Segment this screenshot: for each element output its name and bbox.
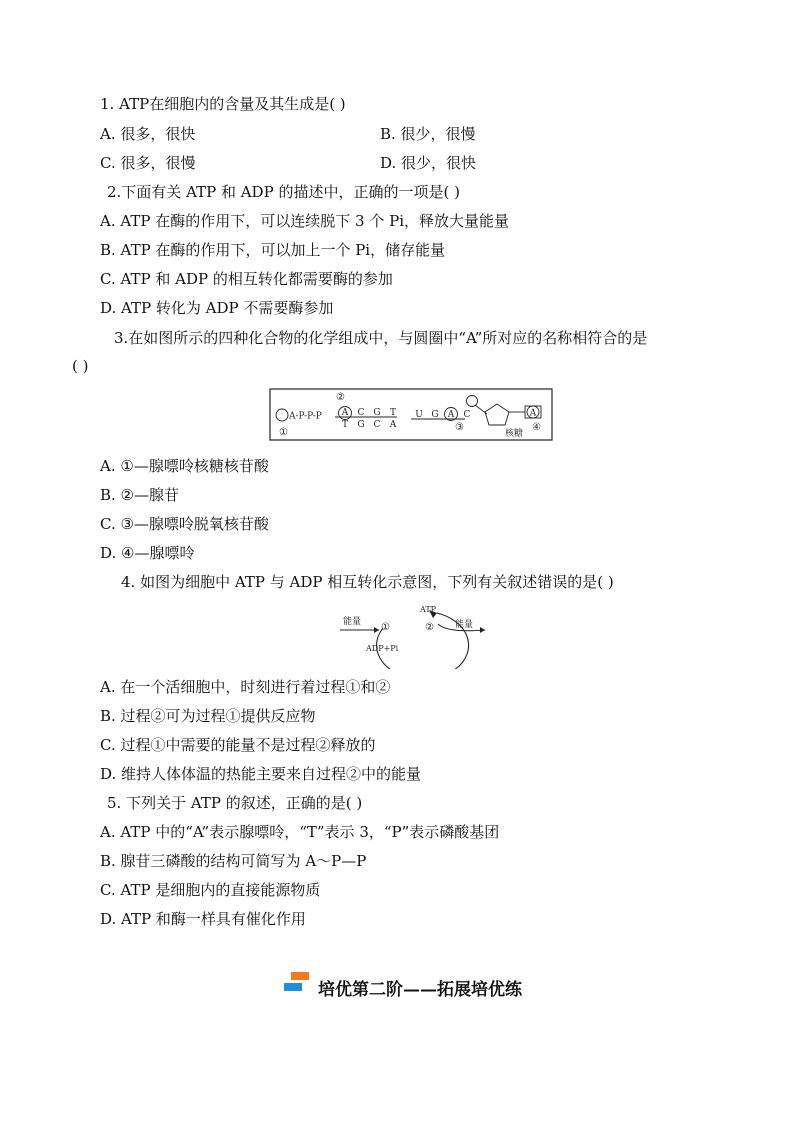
- q3-rna-letter-0: U: [415, 410, 423, 420]
- section-title: 培优第二阶——拓展培优练: [318, 980, 522, 1000]
- q5-stem: 5. 下列关于 ATP 的叙述，正确的是( ): [107, 794, 363, 812]
- q3-mark-3: ③: [455, 422, 464, 433]
- q3-dna-bottom-letter-2: C: [373, 420, 381, 430]
- q4-option-a: A. 在一个活细胞中，时刻进行着过程①和②: [100, 678, 391, 696]
- q2-option-b: B. ATP 在酶的作用下，可以加上一个 Pi，储存能量: [100, 241, 446, 259]
- q3-stem-line1: 3.在如图所示的四种化合物的化学组成中，与圆圈中“A”所对应的名称相符合的是: [114, 329, 648, 347]
- q3-stem-line2: ( ): [72, 357, 89, 375]
- q1-option-a: A. 很多，很快: [100, 125, 196, 143]
- q3-dna-bottom-letter-0: T: [341, 420, 349, 430]
- q2-option-d: D. ATP 转化为 ADP 不需要酶参加: [100, 299, 334, 317]
- q3-figure: [269, 388, 553, 442]
- q4-energy-out: 能量: [455, 620, 474, 630]
- q4-option-b: B. 过程②可为过程①提供反应物: [100, 707, 316, 725]
- q3-rna-letter-2: A: [447, 410, 455, 420]
- q3-dna-top-letter-1: C: [357, 408, 365, 418]
- q5-option-b: B. 腺苷三磷酸的结构可简写为 A～P—P: [100, 852, 367, 870]
- q3-mark-2: ②: [336, 392, 345, 403]
- q3-option-a: A. ①—腺嘌呤核糖核苷酸: [100, 457, 269, 475]
- q4-option-d: D. 维持人体体温的热能主要来自过程②中的能量: [100, 765, 422, 783]
- q5-option-d: D. ATP 和酶一样具有催化作用: [100, 910, 306, 928]
- q5-option-a: A. ATP 中的“A”表示腺嘌呤，“T”表示 3，“P”表示磷酸基团: [100, 823, 500, 841]
- q4-process-1: ①: [381, 622, 390, 633]
- q3-dna-top-letter-3: T: [389, 408, 397, 418]
- q3-rna-letter-1: G: [431, 410, 439, 420]
- q3-dna-bottom-letter-1: G: [357, 420, 365, 430]
- q4-atp-label: ATP: [420, 605, 437, 614]
- stacked-blocks-icon: [282, 970, 312, 994]
- q3-option-c: C. ③—腺嘌呤脱氧核苷酸: [100, 515, 269, 533]
- q5-option-c: C. ATP 是细胞内的直接能源物质: [100, 881, 321, 899]
- q4-adp-label: ADP+Pi: [366, 644, 399, 653]
- q3-mark-4: ④: [532, 422, 541, 433]
- q3-mark-1: ①: [279, 427, 288, 438]
- q2-stem: 2.下面有关 ATP 和 ADP 的描述中，正确的一项是( ): [107, 183, 460, 201]
- q3-nucleotide-base: A: [529, 408, 537, 419]
- q3-dna-top-letter-2: G: [373, 408, 381, 418]
- q4-process-2: ②: [425, 622, 434, 633]
- q4-option-c: C. 过程①中需要的能量不是过程②释放的: [100, 736, 376, 754]
- q4-energy-in: 能量: [343, 617, 362, 627]
- q3-sugar-label: 核糖: [505, 429, 524, 439]
- q3-rna-letter-3: C: [463, 410, 471, 420]
- q2-option-c: C. ATP 和 ADP 的相互转化都需要酶的参加: [100, 270, 393, 288]
- q1-option-d: D. 很少，很快: [380, 154, 477, 172]
- q1-option-c: C. 很多，很慢: [100, 154, 196, 172]
- q3-atp-text: A-P-P-P: [289, 411, 322, 422]
- q3-option-b: B. ②—腺苷: [100, 486, 180, 504]
- q3-option-d: D. ④—腺嘌呤: [100, 544, 195, 562]
- q3-dna-top-letter-0: A: [341, 408, 349, 418]
- q4-stem: 4. 如图为细胞中 ATP 与 ADP 相互转化示意图，下列有关叙述错误的是( ): [121, 573, 614, 591]
- q1-stem: 1. ATP在细胞内的含量及其生成是( ): [100, 95, 346, 113]
- q2-option-a: A. ATP 在酶的作用下，可以连续脱下 3 个 Pi，释放大量能量: [100, 212, 509, 230]
- q4-figure: [335, 599, 490, 669]
- q1-option-b: B. 很少，很慢: [380, 125, 476, 143]
- q3-dna-bottom-letter-3: A: [389, 420, 397, 430]
